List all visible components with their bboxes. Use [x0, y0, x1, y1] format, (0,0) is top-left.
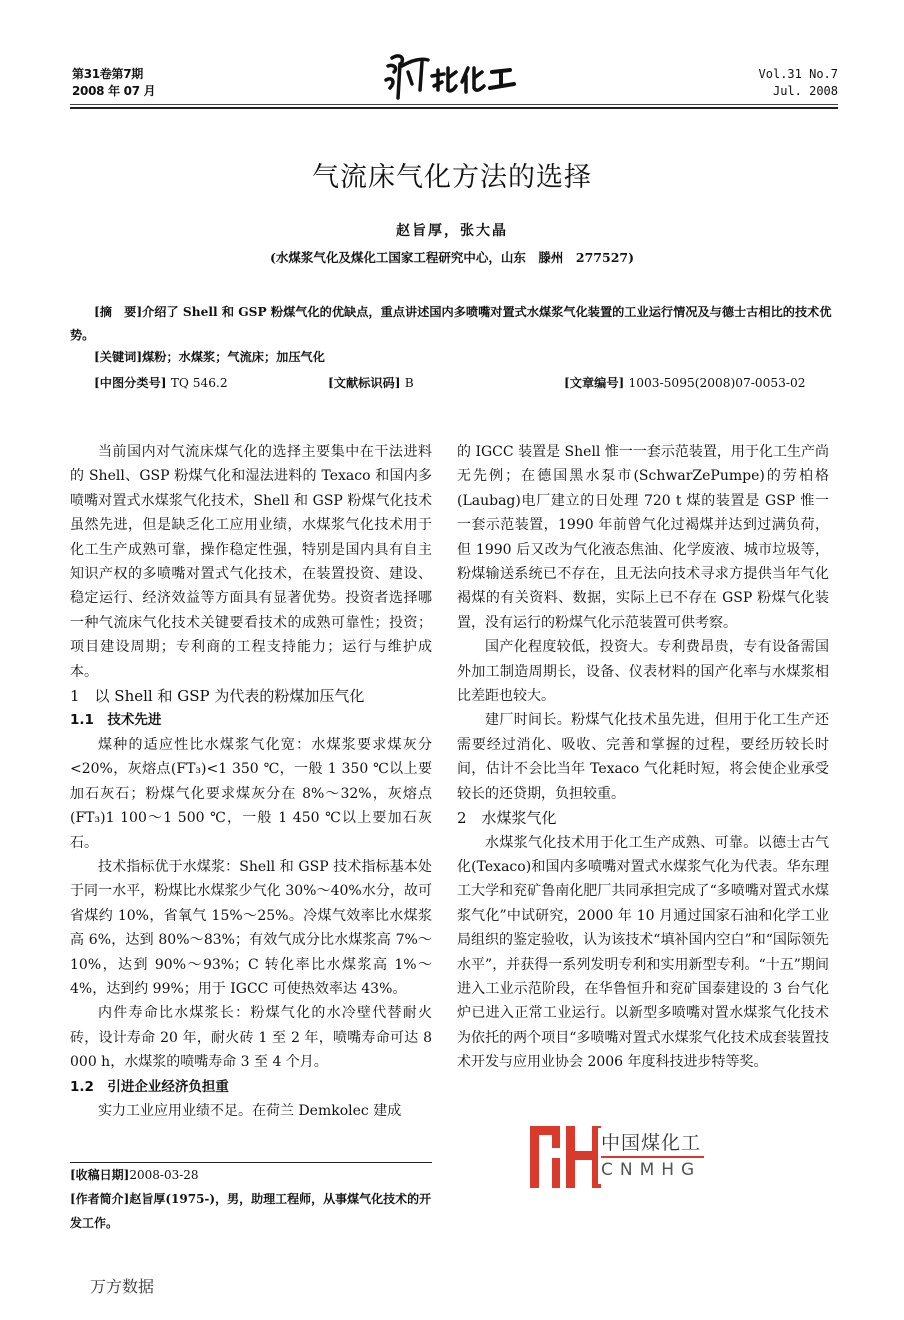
- journal-logo-calligraphy-icon: [378, 46, 528, 106]
- issue-date-en: Jul. 2008: [772, 84, 838, 98]
- section-1-heading: 1 以 Shell 和 GSP 为代表的粉煤加压气化: [70, 687, 365, 706]
- paragraph-text: 水煤浆气化技术用于化工生产成熟、可靠。以德士古气化(Texaco)和国内多喷嘴对置式水煤浆气化为代表。华东理工大学和兖矿鲁南化肥厂共同承担完成了“多喷嘴对置式水煤浆气化”中试研究，2000 年 10 月通过国家石油和化学工业局组织的鉴定验收，认为该技术“填补国内空白”和“国际领先水平”，并获得一系列发明专利和实用新型专利。“十五”期间进入工业示范阶段，在华鲁恒升和兖矿国泰建设的 3 台气化炉已进入正常工业运行。以新型多喷嘴对置水煤浆气化技术为依托的两个项目“多喷嘴对置式水煤浆气化技术: [457, 834, 829, 1046]
- section-2-heading: 2 水煤浆气化: [457, 809, 557, 828]
- keywords: [94, 347, 325, 367]
- watermark-underline: [601, 1156, 704, 1158]
- section-1-2-heading: 1.2 引进企业经济负担重: [70, 1078, 229, 1095]
- watermark-cn-text: 中国煤化工: [601, 1132, 702, 1154]
- header-rule-top: [70, 104, 838, 105]
- received-date: [70, 1163, 432, 1187]
- journal-logo: [378, 46, 528, 106]
- left-column: [70, 440, 432, 1123]
- issue-info-en: [759, 66, 838, 100]
- issue-volume-en: Vol.31 No.7: [758, 67, 838, 81]
- article-authors: 赵旨厚，张大晶: [396, 223, 508, 239]
- received-label: [收稿日期]: [70, 1168, 130, 1182]
- paragraph: 实力工业应用业绩不足。在荷兰 Demkolec 建成: [98, 1102, 402, 1119]
- article-title: 气流床气化方法的选择: [312, 162, 592, 193]
- watermark-en-text: CNMHG: [601, 1160, 702, 1180]
- abstract: [70, 301, 838, 347]
- doc-code-field: [328, 373, 414, 393]
- received-value: 2008-03-28: [129, 1168, 199, 1182]
- author-bio-value: 赵旨厚(1975-)，男，助理工程师，从事煤气化技术的开发工作。: [70, 1192, 432, 1230]
- intro-paragraph: 当前国内对气流床煤气化的选择主要集中在干法进料的 Shell、GSP 粉煤气化和湿法进料的 Texaco 和国内多喷嘴对置式水煤浆气化技术，Shell 和 GSP 粉煤气化技术虽然先进，但是缺乏化工应用业绩，水煤浆气化技术用于化工生产成熟可靠，操作稳定性强，特别是国内具有自主知识产权的多喷嘴对置式气化技术，在装置投资、建设、稳定运行、经济效益等方面具有显著优势。投资者选择哪一种气流床气化技术关键要看技术的成熟可靠性；投资；项目建设周期；专利商的工程支持能力；运行与维护成本。: [70, 444, 432, 680]
- paragraph: 煤种的适应性比水煤浆气化宽：水煤浆要求煤灰分<20%，灰熔点(FT₃)<1 350 ℃，一般 1 350 ℃以上要加石灰石；粉煤气化要求煤灰分在 8%～32%，灰熔点(FT₃)1 100～1 500 ℃，一般 1 450 ℃以上要加石灰石。: [70, 736, 432, 851]
- clc-value: TQ 546.2: [170, 376, 228, 390]
- paragraph: 国产化程度较低，投资大。专利费昂贵，专有设备需国外加工制造周期长，设备、仪表材料的国产化率与水煤浆相比差距也较大。: [457, 639, 829, 705]
- author-bio: [70, 1187, 432, 1235]
- doc-code-label: [文献标识码]: [328, 376, 401, 390]
- paragraph: 的 IGCC 装置是 Shell 惟一一套示范装置，用于化工生产尚无先例；在德国黑水泵市(SchwarZePumpe)的劳柏格(Laubag)电厂建立的日处理 720 t 煤的装置是 GSP 惟一一套示范装置，1990 年前曾气化过褐煤并达到过满负荷，但 1990 后又改为气化液态焦油、化学废液、城市垃圾等，粉煤输送系统已不存在，且无法向技术寻求方提供当年气化褐煤的有关资料、数据，实际上已不存在 GSP 粉煤气化装置，没有运行的粉煤气化示范装置可供考察。: [457, 444, 829, 631]
- clc-field: [94, 373, 228, 393]
- issue-info: [72, 66, 155, 100]
- article-affiliation: (水煤浆气化及煤化工国家工程研究中心，山东 滕州 277527): [269, 250, 634, 265]
- abstract-label: [摘 要]: [94, 305, 143, 319]
- doc-code-value: B: [404, 376, 414, 390]
- source-footer: 万方数据: [90, 1277, 155, 1296]
- issue-volume: 第31卷第7期: [72, 67, 143, 81]
- abstract-text: 介绍了 Shell 和 GSP 粉煤气化的优缺点，重点讲述国内多喷嘴对置式水煤浆气化装置的工业运行情况及与德士古相比的技术优势。: [70, 305, 832, 342]
- keywords-label: [关键词]: [94, 350, 143, 364]
- article-id-label: [文章编号]: [564, 376, 625, 390]
- issue-date: 2008 年 07 月: [72, 84, 156, 98]
- right-column: [457, 440, 829, 1075]
- paragraph: 内件寿命比水煤浆长：粉煤气化的水冷壁代替耐火砖，设计寿命 20 年，耐火砖 1 至 2 年，喷嘴寿命可达 8 000 h，水煤浆的喷嘴寿命 3 至 4 个月。: [70, 1005, 432, 1071]
- paragraph-text-continued: 业协会 2006 年度科技进步特等奖。: [541, 1054, 768, 1071]
- author-bio-label: [作者简介]: [70, 1192, 130, 1206]
- article-id-value: 1003-5095(2008)07-0053-02: [628, 376, 806, 390]
- section-1-1-heading: 1.1 技术先进: [70, 712, 162, 729]
- clc-label: [中图分类号]: [94, 376, 167, 390]
- watermark-mh-logo-icon: [530, 1126, 602, 1190]
- keywords-text: 煤粉；水煤浆；气流床；加压气化: [142, 350, 325, 364]
- paragraph: 技术指标优于水煤浆：Shell 和 GSP 技术指标基本处于同一水平，粉煤比水煤浆少气化 30%～40%水分，故可省煤约 10%，省氧气 15%～25%。冷煤气效率比水煤浆高 6%，达到 80%～83%；有效气成分比水煤浆高 7%～10%，达到 90%～93%；C 转化率比水煤浆高 1%～4%，达到约 99%；用于 IGCC 可使热效率达 43%。: [70, 858, 432, 997]
- paragraph: [457, 831, 829, 1075]
- paragraph: 建厂时间长。粉煤气化技术虽先进，但用于化工生产还需要经过消化、吸收、完善和掌握的过程，要经历较长时间，估计不会比当年 Texaco 气化耗时短，将会使企业承受较长的还贷期，负担较重。: [457, 712, 829, 802]
- header-rule-bottom: [70, 107, 838, 109]
- paragraph-text-obscured: 成套装置技术开发与应用: [457, 1029, 830, 1071]
- article-id-field: [564, 373, 806, 393]
